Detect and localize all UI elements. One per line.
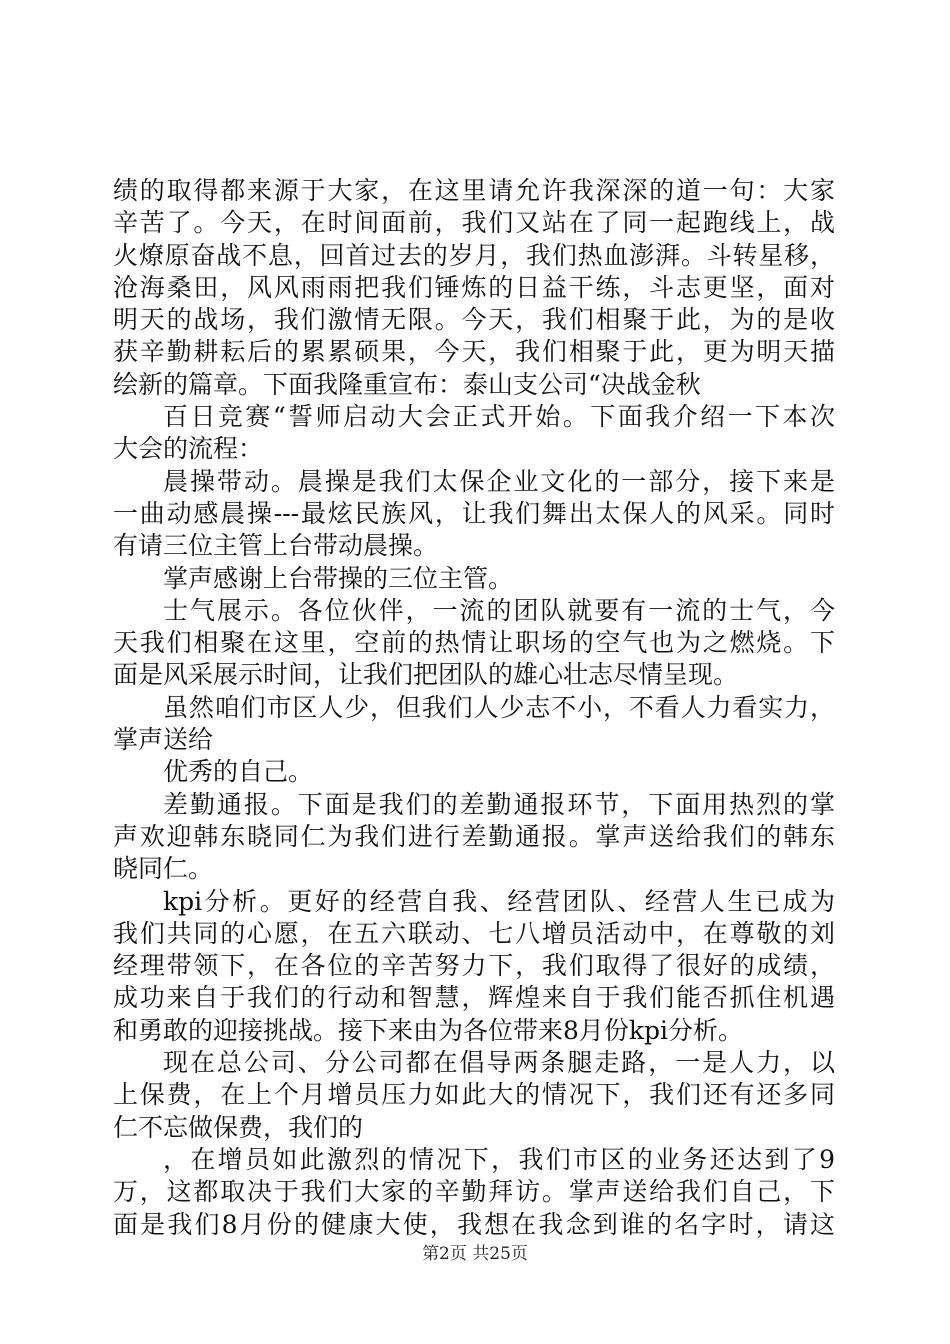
text-line: 火燎原奋战不息，回首过去的岁月，我们热血澎湃。斗转星移， xyxy=(113,240,835,270)
text-line: 大会的流程： xyxy=(113,434,264,464)
text-line: 晓同仁。 xyxy=(113,854,214,884)
text-line: 明天的战场，我们激情无限。今天，我们相聚于此，为的是收 xyxy=(113,305,835,335)
text-line: 和勇敢的迎接挑战。接下来由为各位带来8月份kpi分析。 xyxy=(113,1015,744,1045)
text-line: 晨操带动。晨操是我们太保企业文化的一部分，接下来是 xyxy=(163,466,835,496)
text-line: 我们共同的心愿，在五六联动、七八增员活动中，在尊敬的刘 xyxy=(113,918,835,948)
text-line: 绘新的篇章。下面我隆重宣布：泰山支公司“决战金秋 xyxy=(113,369,701,399)
text-line: 有请三位主管上台带动晨操。 xyxy=(113,531,439,561)
text-line: 上保费，在上个月增员压力如此大的情况下，我们还有还多同 xyxy=(113,1080,835,1110)
text-line: 优秀的自己。 xyxy=(163,757,314,787)
text-line: 沧海桑田，风风雨雨把我们锤炼的日益干练，斗志更坚，面对 xyxy=(113,272,835,302)
text-line: 差勤通报。下面是我们的差勤通报环节，下面用热烈的掌 xyxy=(163,789,835,819)
text-line: 面是我们8月份的健康大使，我想在我念到谁的名字时，请这 xyxy=(113,1209,835,1239)
text-line: 经理带领下，在各位的辛苦努力下，我们取得了很好的成绩， xyxy=(113,951,835,981)
text-line: 仁不忘做保费，我们的 xyxy=(113,1112,364,1142)
text-line: 现在总公司、分公司都在倡导两条腿走路，一是人力，以 xyxy=(163,1048,835,1078)
text-line: 百日竞赛“誓师启动大会正式开始。下面我介绍一下本次 xyxy=(163,402,835,432)
text-line: 声欢迎韩东晓同仁为我们进行差勤通报。掌声送给我们的韩东 xyxy=(113,821,835,851)
text-line: 万，这都取决于我们大家的辛勤拜访。掌声送给我们自己，下 xyxy=(113,1177,835,1207)
text-line: 天我们相聚在这里，空前的热情让职场的空气也为之燃烧。下 xyxy=(113,628,835,658)
text-line: 虽然咱们市区人少，但我们人少志不小，不看人力看实力， xyxy=(163,692,835,722)
text-line: 获辛勤耕耘后的累累硕果，今天，我们相聚于此，更为明天描 xyxy=(113,337,835,367)
document-body xyxy=(113,175,835,1241)
text-line: 辛苦了。今天，在时间面前，我们又站在了同一起跑线上，战 xyxy=(113,208,835,238)
text-line: 掌声送给 xyxy=(113,725,214,755)
text-line: 绩的取得都来源于大家，在这里请允许我深深的道一句：大家 xyxy=(113,176,835,205)
text-line: kpi分析。更好的经营自我、经营团队、经营人生已成为 xyxy=(163,886,835,916)
text-line: 成功来自于我们的行动和智慧，辉煌来自于我们能否抓住机遇 xyxy=(113,983,835,1013)
text-line: 掌声感谢上台带操的三位主管。 xyxy=(163,563,514,593)
text-line: 面是风采展示时间，让我们把团队的雄心壮志尽情呈现。 xyxy=(113,660,739,690)
page-number-footer: 第2页 共25页 xyxy=(422,1244,528,1264)
text-line: ，在增员如此激烈的情况下，我们市区的业务还达到了9 xyxy=(163,1144,835,1174)
text-line: 士气展示。各位伙伴，一流的团队就要有一流的士气，今 xyxy=(163,595,835,625)
text-line: 一曲动感晨操---最炫民族风，让我们舞出太保人的风采。同时 xyxy=(113,498,835,528)
